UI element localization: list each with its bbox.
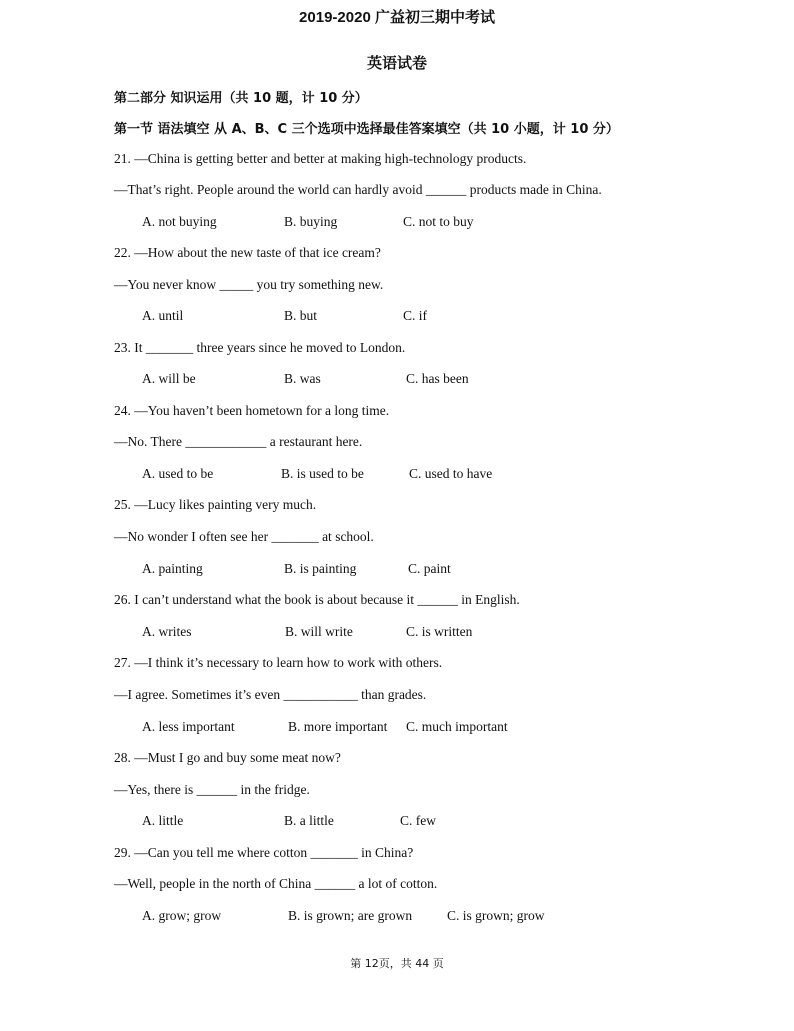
question-29-line-2: —Well, people in the north of China ______ a lot of cotton. <box>114 876 438 891</box>
question-28-line-2: —Yes, there is ______ in the fridge. <box>114 782 310 797</box>
page-number-footer: 第 12页，共 44 页 <box>350 957 444 970</box>
question-28-option-c: C. few <box>400 813 436 828</box>
question-22-line-2: —You never know _____ you try something new. <box>114 277 384 292</box>
question-29-option-a: A. grow; grow <box>142 908 222 923</box>
question-27-option-b: B. more important <box>288 719 388 734</box>
part-heading: 第二部分 知识运用（共 10 题，计 10 分） <box>114 91 368 106</box>
question-27-line-1: 27. —I think it’s necessary to learn how to work with others. <box>114 655 443 670</box>
question-22-option-c: C. if <box>403 308 428 323</box>
question-21-option-a: A. not buying <box>142 214 217 229</box>
question-24-option-c: C. used to have <box>409 466 493 481</box>
exam-subtitle: 英语试卷 <box>366 54 427 72</box>
question-22-option-a: A. until <box>142 308 184 323</box>
question-21-line-1: 21. —China is getting better and better at making high-technology products. <box>114 151 527 166</box>
question-26-line-1: 26. I can’t understand what the book is about because it ______ in English. <box>114 592 520 607</box>
question-24-option-b: B. is used to be <box>281 466 364 481</box>
question-29-line-1: 29. —Can you tell me where cotton _______ in China? <box>114 845 414 860</box>
question-28-line-1: 28. —Must I go and buy some meat now? <box>114 750 341 765</box>
question-23-option-b: B. was <box>284 371 321 386</box>
question-22-line-1: 22. —How about the new taste of that ice cream? <box>114 245 381 260</box>
question-28-option-a: A. little <box>142 813 184 828</box>
question-24-line-2: —No. There ____________ a restaurant here. <box>114 434 363 449</box>
question-27-option-c: C. much important <box>406 719 508 734</box>
exam-title: 2019-2020 广益初三期中考试 <box>299 9 495 26</box>
question-27-line-2: —I agree. Sometimes it’s even ___________ than grades. <box>114 687 427 702</box>
question-21-line-2: —That’s right. People around the world can hardly avoid ______ products made in China. <box>114 182 602 197</box>
question-25-option-c: C. paint <box>408 561 451 576</box>
question-28-option-b: B. a little <box>284 813 334 828</box>
question-26-option-c: C. is written <box>406 624 473 639</box>
question-21-option-b: B. buying <box>284 214 338 229</box>
question-27-option-a: A. less important <box>142 719 235 734</box>
question-23-option-a: A. will be <box>142 371 196 386</box>
question-26-option-a: A. writes <box>142 624 192 639</box>
question-24-line-1: 24. —You haven’t been hometown for a long time. <box>114 403 390 418</box>
question-25-option-b: B. is painting <box>284 561 357 576</box>
question-25-line-2: —No wonder I often see her _______ at school. <box>114 529 374 544</box>
question-21-option-c: C. not to buy <box>403 214 474 229</box>
question-25-option-a: A. painting <box>142 561 203 576</box>
question-23-option-c: C. has been <box>406 371 469 386</box>
question-26-option-b: B. will write <box>285 624 353 639</box>
question-25-line-1: 25. —Lucy likes painting very much. <box>114 497 317 512</box>
question-22-option-b: B. but <box>284 308 318 323</box>
section-heading: 第一节 语法填空 从 A、B、C 三个选项中选择最佳答案填空（共 10 小题，计 10 分） <box>114 122 619 137</box>
question-24-option-a: A. used to be <box>142 466 214 481</box>
question-29-option-c: C. is grown; grow <box>447 908 545 923</box>
question-29-option-b: B. is grown; are grown <box>288 908 413 923</box>
question-23-line-1: 23. It _______ three years since he moved to London. <box>114 340 406 355</box>
